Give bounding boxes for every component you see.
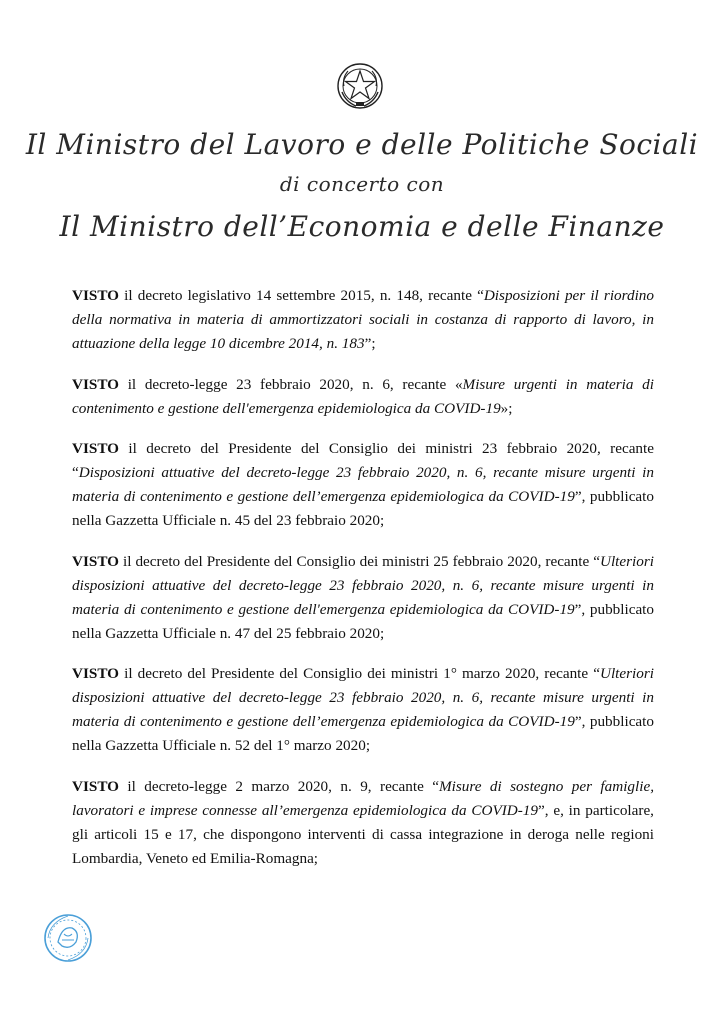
document-body	[72, 284, 654, 887]
visto-lead: VISTO	[72, 287, 119, 304]
cited-title: Disposizioni per il riordino della normativa in materia di ammortizzatori sociali in costanza di rapporto di lavoro, in attuazione della legge 10 dicembre 2014, n. 183	[72, 287, 654, 352]
cited-title: Disposizioni attuative del decreto-legge 23 febbraio 2020, n. 6, recante misure urgenti in materia di contenimento e gestione dell’emergenza epidemiologica da COVID-19	[72, 464, 654, 505]
visto-lead: VISTO	[72, 665, 119, 682]
header-title-ministro-economia: Il Ministro dell’Economia e delle Finanze	[59, 210, 665, 243]
paragraph-text: il decreto legislativo 14 settembre 2015, n. 148, recante “	[119, 287, 484, 304]
visto-lead: VISTO	[72, 552, 119, 570]
circular-stamp-icon	[42, 912, 94, 964]
cited-title: Ulteriori disposizioni attuative del decreto-legge 23 febbraio 2020, n. 6, recante misure urgenti in materia di contenimento e gestione dell’emergenza epidemiologica da COVID-19	[72, 665, 654, 730]
paragraph-text: il decreto-legge 23 febbraio 2020, n. 6, recante «	[119, 375, 463, 393]
paragraph-text: il decreto del Presidente del Consiglio dei ministri 25 febbraio 2020, recante “	[119, 552, 600, 570]
visto-lead: VISTO	[72, 375, 119, 393]
visto-paragraph	[72, 550, 654, 646]
visto-lead: VISTO	[72, 440, 119, 457]
paragraph-text: »;	[500, 399, 513, 417]
italian-republic-emblem-icon	[336, 62, 384, 110]
visto-lead: VISTO	[72, 777, 119, 795]
paragraph-text: il decreto del Presidente del Consiglio dei ministri 1° marzo 2020, recante “	[119, 665, 600, 682]
visto-paragraph	[72, 662, 654, 758]
cited-title: Ulteriori disposizioni attuative del decreto-legge 23 febbraio 2020, n. 6, recante misure urgenti in materia di contenimento e gestione dell'emergenza epidemiologica da COVID-19	[72, 552, 654, 618]
header-title-ministro-lavoro: Il Ministro del Lavoro e delle Politiche Sociali	[25, 128, 699, 161]
header-concerto: di concerto con	[279, 172, 445, 196]
visto-paragraph	[72, 437, 654, 533]
visto-paragraph	[72, 284, 654, 356]
paragraph-text: ”, pubblicato nella Gazzetta Ufficiale n. 52 del 1° marzo 2020;	[72, 713, 654, 754]
paragraph-text: ”, pubblicato nella Gazzetta Ufficiale n. 45 del 23 febbraio 2020;	[72, 488, 654, 529]
paragraph-text: il decreto del Presidente del Consiglio dei ministri 23 febbraio 2020, recante “	[72, 440, 654, 481]
visto-paragraph	[72, 775, 654, 871]
cited-title: Misure di sostegno per famiglie, lavoratori e imprese connesse all’emergenza epidemiologica da COVID-19	[72, 777, 654, 819]
visto-paragraph	[72, 373, 654, 421]
paragraph-text: il decreto-legge 2 marzo 2020, n. 9, recante “	[119, 777, 440, 795]
cited-title: Misure urgenti in materia di contenimento e gestione dell'emergenza epidemiologica da COVID-19	[72, 375, 654, 417]
paragraph-text: ”, pubblicato nella Gazzetta Ufficiale n. 47 del 25 febbraio 2020;	[72, 600, 654, 642]
paragraph-text: ”, e, in particolare, gli articoli 15 e 17, che dispongono interventi di cassa integrazione in deroga nelle regioni Lombardia, Veneto ed Emilia-Romagna;	[72, 801, 654, 867]
paragraph-text: ”;	[364, 335, 376, 352]
